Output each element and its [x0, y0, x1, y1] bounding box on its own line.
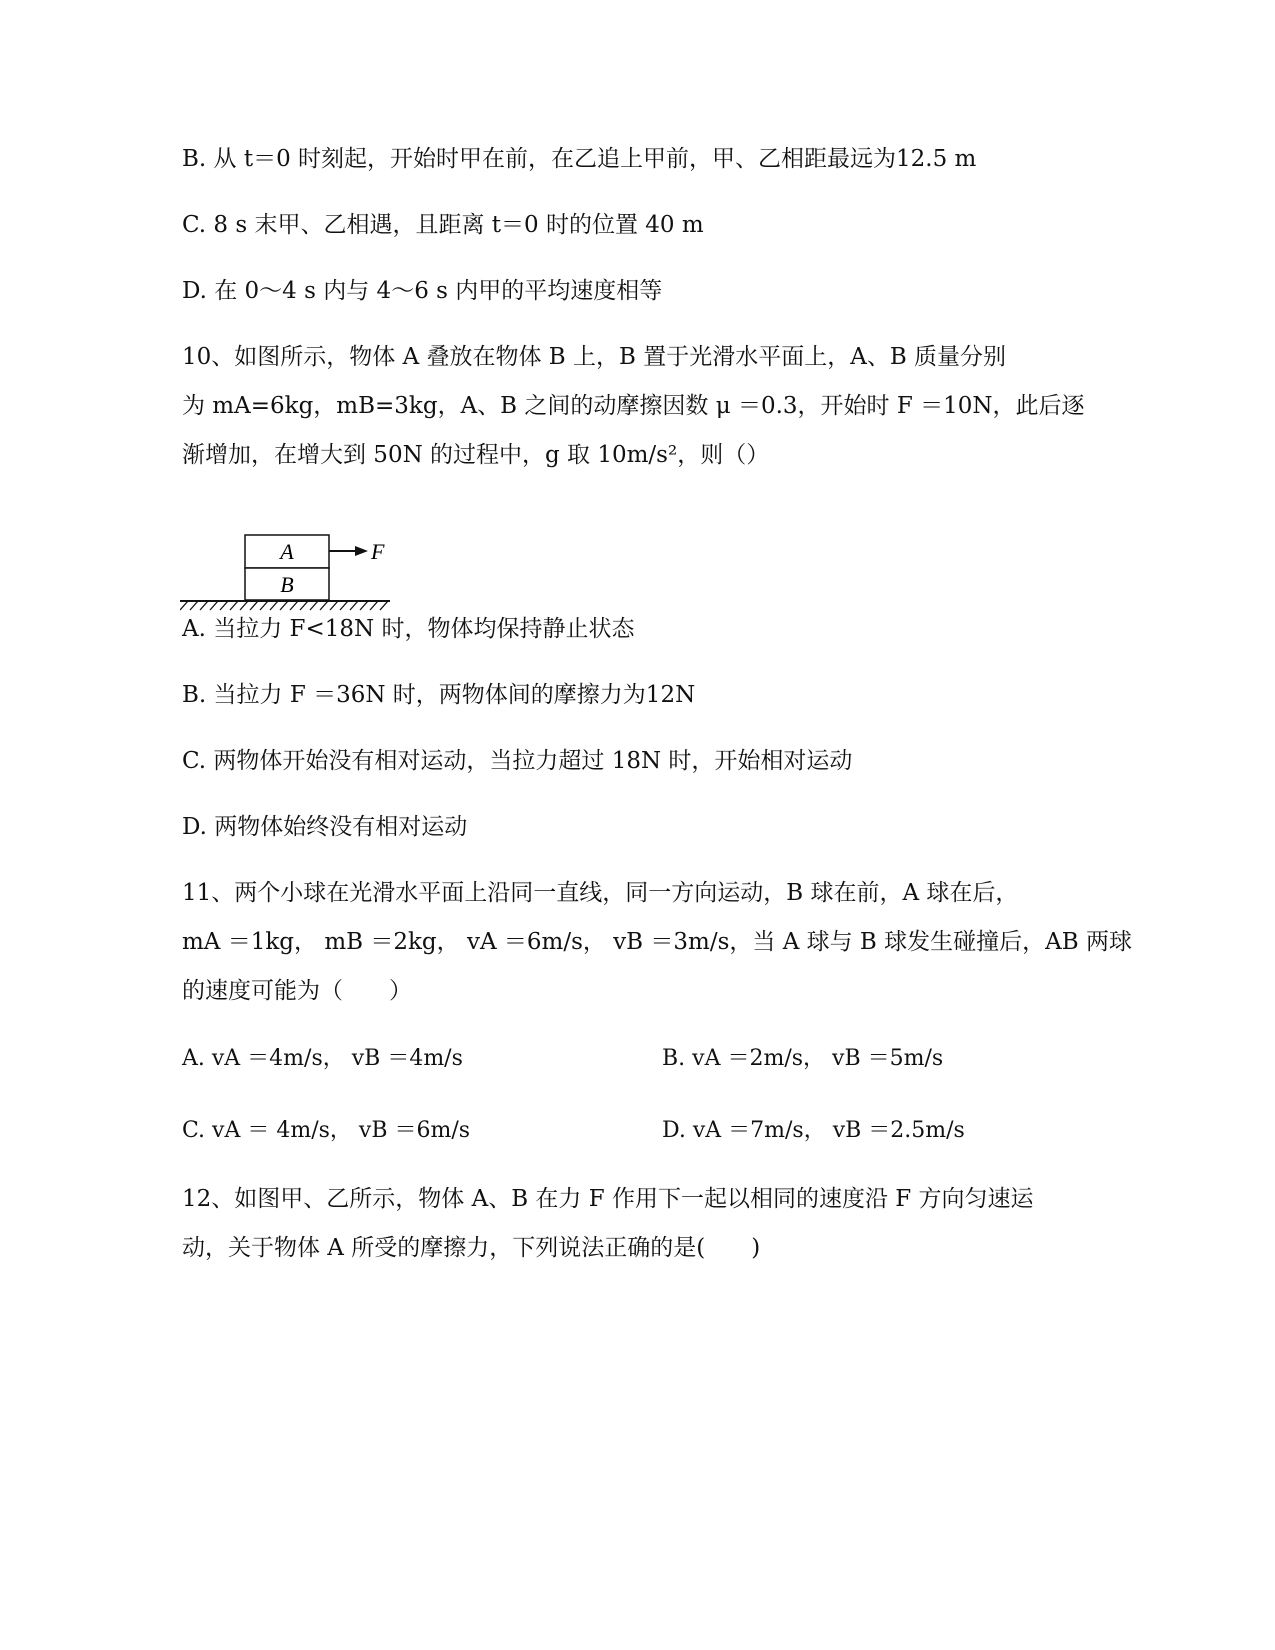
q11-option-a: A. vA ＝4m/s， vB ＝4m/s — [182, 1046, 463, 1071]
q9-option-d: D. 在 0～4 s 内与 4～6 s 内甲的平均速度相等 — [182, 278, 663, 304]
force-arrow-head — [355, 546, 368, 556]
q11-option-b: B. vA ＝2m/s， vB ＝5m/s — [662, 1046, 944, 1071]
q12-stem-line-1: 12、如图甲、乙所示，物体 A、B 在力 F 作用下一起以相同的速度沿 F 方向匀速运 — [182, 1186, 1034, 1212]
ground-hatching — [180, 601, 388, 610]
q9-option-b: B. 从 t＝0 时刻起，开始时甲在前，在乙追上甲前，甲、乙相距最远为12.5 m — [182, 146, 977, 172]
q10-option-d: D. 两物体始终没有相对运动 — [182, 814, 468, 840]
q11-stem-line-2: mA ＝1kg， mB ＝2kg， vA ＝6m/s， vB ＝3m/s，当 A 球与 B 球发生碰撞后，AB 两球 — [182, 929, 1132, 955]
q10-stem-line-2: 为 mA=6kg，mB=3kg，A、B 之间的动摩擦因数 μ ＝0.3，开始时 F ＝10N，此后逐 — [182, 393, 1085, 419]
q11-option-c: C. vA ＝ 4m/s， vB ＝6m/s — [182, 1118, 471, 1143]
stacked-blocks-diagram — [180, 530, 420, 615]
q10-stem-line-3: 渐增加，在增大到 50N 的过程中，g 取 10m/s²，则（） — [182, 442, 770, 468]
q10-option-c: C. 两物体开始没有相对运动，当拉力超过 18N 时，开始相对运动 — [182, 748, 853, 774]
force-label: F — [371, 539, 385, 564]
q9-option-c: C. 8 s 末甲、乙相遇，且距离 t＝0 时的位置 40 m — [182, 212, 704, 238]
block-b-label: B — [280, 572, 294, 597]
q11-stem-line-1: 11、两个小球在光滑水平面上沿同一直线，同一方向运动，B 球在前，A 球在后， — [182, 880, 1019, 906]
q11-stem-line-3: 的速度可能为（ ） — [182, 978, 412, 1004]
q12-stem-line-2: 动，关于物体 A 所受的摩擦力，下列说法正确的是( ) — [182, 1235, 761, 1261]
q10-stem-line-1: 10、如图所示，物体 A 叠放在物体 B 上，B 置于光滑水平面上，A、B 质量分别 — [182, 344, 1007, 370]
q10-option-a: A. 当拉力 F<18N 时，物体均保持静止状态 — [182, 616, 635, 642]
q10-option-b: B. 当拉力 F ＝36N 时，两物体间的摩擦力为12N — [182, 682, 696, 708]
block-a-label: A — [280, 539, 294, 564]
q11-option-d: D. vA ＝7m/s， vB ＝2.5m/s — [662, 1118, 965, 1143]
